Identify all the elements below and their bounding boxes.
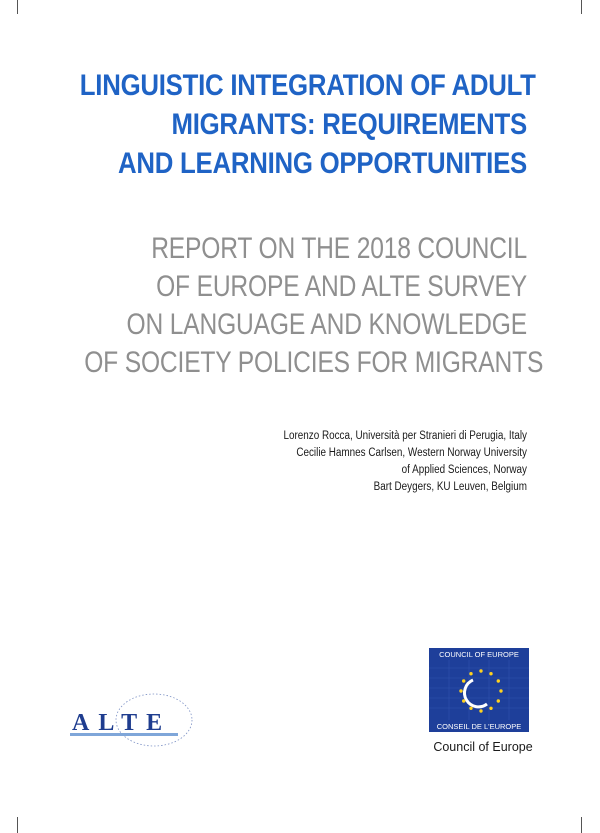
author-line: Bart Deygers, KU Leuven, Belgium — [373, 481, 527, 493]
subtitle-line: REPORT ON THE 2018 COUNCIL — [151, 232, 527, 265]
alte-logo-text: ALTE — [72, 710, 172, 736]
title-line: LINGUISTIC INTEGRATION OF ADULT — [79, 69, 536, 102]
coe-star-icon — [499, 689, 502, 692]
title-line: MIGRANTS: REQUIREMENTS — [171, 108, 527, 141]
council-of-europe-logo — [429, 648, 529, 732]
coe-star-icon — [489, 707, 492, 710]
coe-star-icon — [459, 689, 462, 692]
coe-star-icon — [489, 672, 492, 675]
coe-star-icon — [497, 699, 500, 702]
report-subtitle — [84, 230, 544, 382]
coe-flag — [429, 648, 529, 732]
coe-bottom-text: CONSEIL DE L'EUROPE — [436, 722, 522, 731]
subtitle-line: OF EUROPE AND ALTE SURVEY — [156, 270, 528, 303]
crop-mark-bottom-right — [581, 817, 582, 833]
coe-star-icon — [462, 699, 465, 702]
coe-star-icon — [479, 709, 482, 712]
subtitle-line: ON LANGUAGE AND KNOWLEDGE — [126, 308, 527, 341]
author-line: of Applied Sciences, Norway — [401, 464, 527, 476]
author-list — [166, 428, 527, 496]
coe-top-text: COUNCIL OF EUROPE — [439, 650, 519, 659]
author-line: Cecilie Hamnes Carlsen, Western Norway University — [296, 447, 527, 459]
alte-logo — [62, 690, 202, 750]
crop-mark-top-left — [17, 0, 18, 14]
coe-star-icon — [469, 672, 472, 675]
title-line: AND LEARNING OPPORTUNITIES — [118, 147, 527, 180]
crop-mark-top-right — [581, 0, 582, 14]
report-title — [79, 66, 536, 183]
coe-star-icon — [497, 679, 500, 682]
crop-mark-bottom-left — [17, 817, 18, 833]
subtitle-line: OF SOCIETY POLICIES FOR MIGRANTS — [84, 346, 544, 379]
coe-star-icon — [479, 669, 482, 672]
coe-star-icon — [462, 679, 465, 682]
author-line: Lorenzo Rocca, Università per Stranieri di Perugia, Italy — [283, 430, 527, 442]
coe-caption: Council of Europe — [433, 740, 533, 754]
coe-star-icon — [469, 707, 472, 710]
